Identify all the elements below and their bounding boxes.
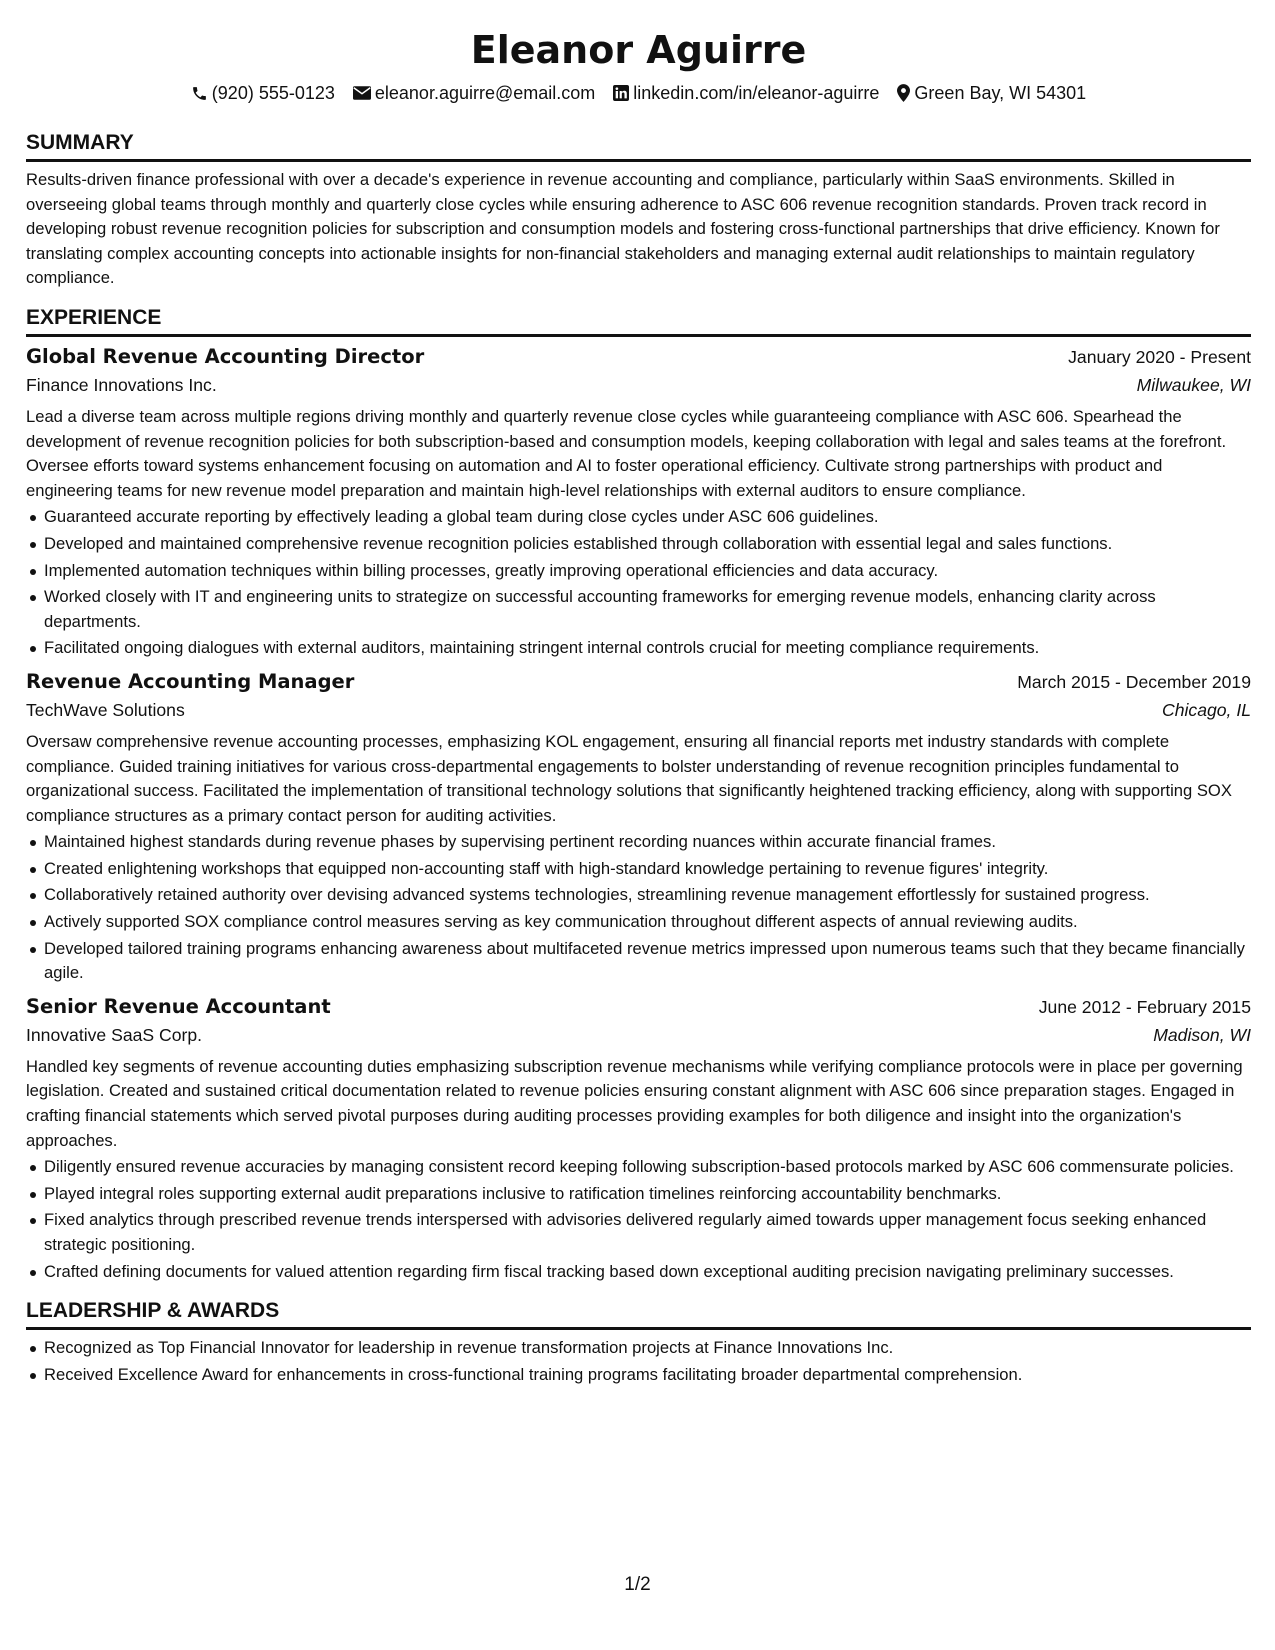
page-number: 1/2 — [624, 1574, 651, 1595]
job-title: Global Revenue Accounting Director — [26, 344, 425, 368]
job-dates: January 2020 - Present — [1068, 346, 1251, 367]
candidate-name: Eleanor Aguirre — [470, 28, 807, 72]
bullet-item: Diligently ensured revenue accuracies by managing consistent record keeping following subscription-based protocols marked by ASC 606 commensurate policies. — [44, 1155, 1251, 1180]
job-title: Revenue Accounting Manager — [26, 669, 355, 693]
location-text: Green Bay, WI 54301 — [914, 82, 1087, 103]
linkedin-text: linkedin.com/in/eleanor-aguirre — [633, 82, 880, 103]
contact-phone[interactable] — [191, 83, 335, 104]
award-item: Recognized as Top Financial Innovator for leadership in revenue transformation projects at Finance Innovations Inc. — [44, 1336, 1251, 1361]
bullet-item: Implemented automation techniques within billing processes, greatly improving operational efficiencies and data accuracy. — [44, 559, 1251, 584]
bullet-item: Guaranteed accurate reporting by effectively leading a global team during close cycles under ASC 606 guidelines. — [44, 505, 1251, 530]
job-bullets — [26, 1155, 1251, 1284]
linkedin-icon — [613, 85, 629, 101]
awards-heading: LEADERSHIP & AWARDS — [26, 1298, 1251, 1330]
awards-list — [26, 1336, 1251, 1387]
contact-bar — [26, 80, 1251, 106]
bullet-item: Developed tailored training programs enhancing awareness about multifaceted revenue metrics impressed upon numerous teams such that they became financially agile. — [44, 937, 1251, 986]
job-entry — [26, 345, 1251, 661]
job-title: Senior Revenue Accountant — [26, 994, 331, 1018]
envelope-icon — [353, 86, 371, 100]
job-location: Madison, WI — [1153, 1024, 1251, 1045]
job-description: Lead a diverse team across multiple regions driving monthly and quarterly revenue close cycles while guaranteeing compliance with ASC 606. Spearhead the development of revenue recognition policies for both subscription-based and consumption models, keeping collaboration with legal and sales teams at the forefront. Oversee efforts toward systems enhancement focusing on automation and AI to foster operational efficiency. Cultivate strong partnerships with product and engineering teams for new revenue model preparation and maintain high-level relationships with external auditors to ensure compliance. — [26, 406, 1227, 500]
experience-heading: EXPERIENCE — [26, 305, 1251, 337]
map-pin-icon — [897, 84, 910, 102]
contact-email[interactable] — [353, 83, 595, 104]
bullet-item: Collaboratively retained authority over devising advanced systems technologies, streamlining revenue management effortlessly for sustained progress. — [44, 883, 1251, 908]
job-location: Chicago, IL — [1162, 699, 1251, 720]
email-text: eleanor.aguirre@email.com — [374, 82, 596, 103]
awards-section — [26, 1298, 1251, 1387]
bullet-item: Crafted defining documents for valued attention regarding firm fiscal tracking based down exceptional auditing precision navigating preliminary successes. — [44, 1260, 1251, 1285]
summary-text: Results-driven finance professional with over a decade's experience in revenue accounting and compliance, particularly within SaaS environments. Skilled in overseeing global teams through monthly and quarterly close cycles while ensuring adherence to ASC 606 revenue recognition standards. Proven track record in developing robust revenue recognition policies for subscription and consumption models and fostering cross-functional partnerships that drive efficiency. Known for translating complex accounting concepts into actionable insights for non-financial stakeholders and managing external audit relationships to maintain regulatory compliance. — [26, 170, 1220, 288]
resume-page — [26, 0, 1251, 1387]
job-location: Milwaukee, WI — [1136, 374, 1251, 395]
award-item: Received Excellence Award for enhancements in cross-functional training programs facilitating broader departmental comprehension. — [44, 1363, 1251, 1388]
summary-heading: SUMMARY — [26, 130, 1251, 162]
job-entry — [26, 670, 1251, 986]
job-description: Handled key segments of revenue accounting duties emphasizing subscription revenue mechanisms while verifying compliance protocols were in place per governing legislation. Created and sustained critical documentation related to revenue policies ensuring constant alignment with ASC 606 since preparation stages. Engaged in crafting financial statements which served pivotal purposes during auditing processes providing examples for both diligence and insight into the organization's approaches. — [26, 1056, 1243, 1150]
job-dates: March 2015 - December 2019 — [1017, 671, 1251, 692]
job-company: TechWave Solutions — [26, 699, 185, 720]
bullet-item: Developed and maintained comprehensive revenue recognition policies established through collaboration with essential legal and sales functions. — [44, 532, 1251, 557]
job-bullets — [26, 830, 1251, 986]
job-dates: June 2012 - February 2015 — [1038, 996, 1251, 1017]
bullet-item: Maintained highest standards during revenue phases by supervising pertinent recording nuances within accurate financial frames. — [44, 830, 1251, 855]
job-company: Innovative SaaS Corp. — [26, 1024, 203, 1045]
bullet-item: Created enlightening workshops that equipped non-accounting staff with high-standard knowledge pertaining to revenue figures' integrity. — [44, 857, 1251, 882]
contact-linkedin[interactable] — [613, 83, 879, 104]
bullet-item: Facilitated ongoing dialogues with external auditors, maintaining stringent internal controls crucial for meeting compliance requirements. — [44, 636, 1251, 661]
summary-section — [26, 130, 1251, 291]
job-description: Oversaw comprehensive revenue accounting processes, emphasizing KOL engagement, ensuring all financial reports met industry standards with complete compliance. Guided training initiatives for various cross-departmental engagements to bolster understanding of revenue recognition principles fundamental to organizational success. Facilitated the implementation of transitional technology solutions that significantly heightened tracking efficiency, along with supporting SOX compliance structures as a primary contact person for auditing activities. — [26, 731, 1232, 825]
contact-location — [897, 83, 1086, 104]
job-company: Finance Innovations Inc. — [26, 374, 217, 395]
phone-text: (920) 555-0123 — [211, 82, 335, 103]
bullet-item: Actively supported SOX compliance control measures serving as key communication throughout different aspects of annual reviewing audits. — [44, 910, 1251, 935]
job-entry — [26, 995, 1251, 1284]
experience-section — [26, 305, 1251, 1284]
bullet-item: Played integral roles supporting external audit preparations inclusive to ratification timelines reinforcing accountability benchmarks. — [44, 1182, 1251, 1207]
bullet-item: Worked closely with IT and engineering units to strategize on successful accounting frameworks for emerging revenue models, enhancing clarity across departments. — [44, 585, 1251, 634]
bullet-item: Fixed analytics through prescribed revenue trends interspersed with advisories delivered regularly aimed towards upper management focus seeking enhanced strategic positioning. — [44, 1208, 1251, 1257]
job-bullets — [26, 505, 1251, 661]
phone-icon — [191, 85, 208, 102]
